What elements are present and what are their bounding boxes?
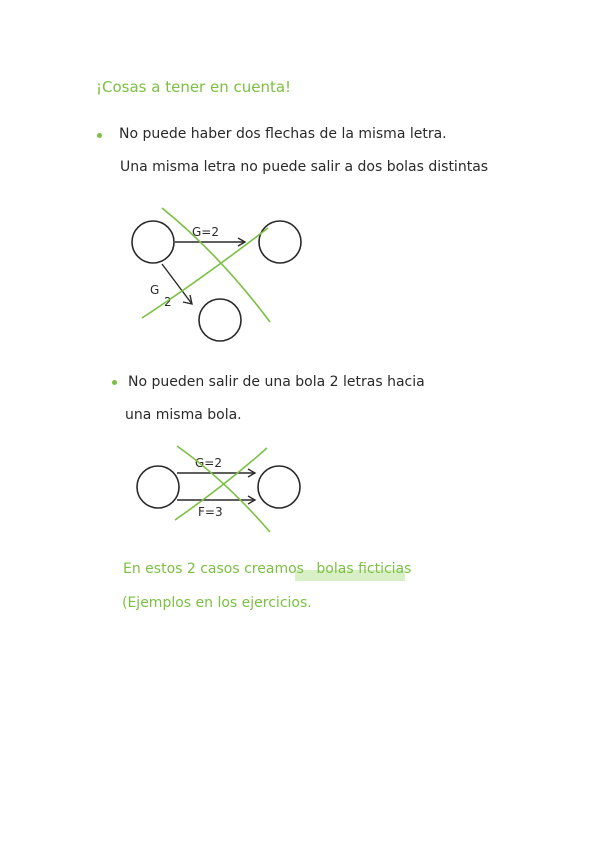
ball-right — [258, 466, 300, 508]
ball-left — [132, 221, 174, 263]
diagram2-label-bottom: F=3 — [198, 505, 223, 519]
rule1-line1: No puede haber dos flechas de la misma letra. — [119, 126, 447, 142]
ball-right — [259, 221, 301, 263]
rule1-line2: Una misma letra no puede salir a dos bolas distintas — [120, 159, 489, 175]
diagram-one-letter-two-balls — [120, 200, 320, 350]
ball-left — [137, 466, 179, 508]
conclusion-line1 — [123, 562, 411, 576]
bullet-icon — [112, 380, 117, 385]
highlighted-term: bolas ficticias — [316, 561, 412, 577]
diagram1-label-bottom-value: 2 — [164, 295, 172, 309]
bullet-icon — [97, 133, 102, 138]
diagram-two-letters-same-ball — [125, 440, 325, 540]
conclusion-line2: (Ejemplos en los ejercicios. — [122, 595, 312, 611]
cross-stroke-a — [177, 446, 270, 532]
ball-bottom — [199, 299, 241, 341]
diagram1-label-top: G=2 — [192, 225, 219, 239]
diagram2-label-top: G=2 — [195, 456, 222, 470]
note-title: ¡Cosas a tener en cuenta! — [96, 78, 292, 96]
rule2-line1: No pueden salir de una bola 2 letras hacia — [128, 374, 425, 390]
conclusion-text: En estos 2 casos creamos — [123, 561, 304, 577]
diagram1-label-bottom: G — [150, 283, 160, 297]
rule2-line2: una misma bola. — [125, 407, 242, 423]
